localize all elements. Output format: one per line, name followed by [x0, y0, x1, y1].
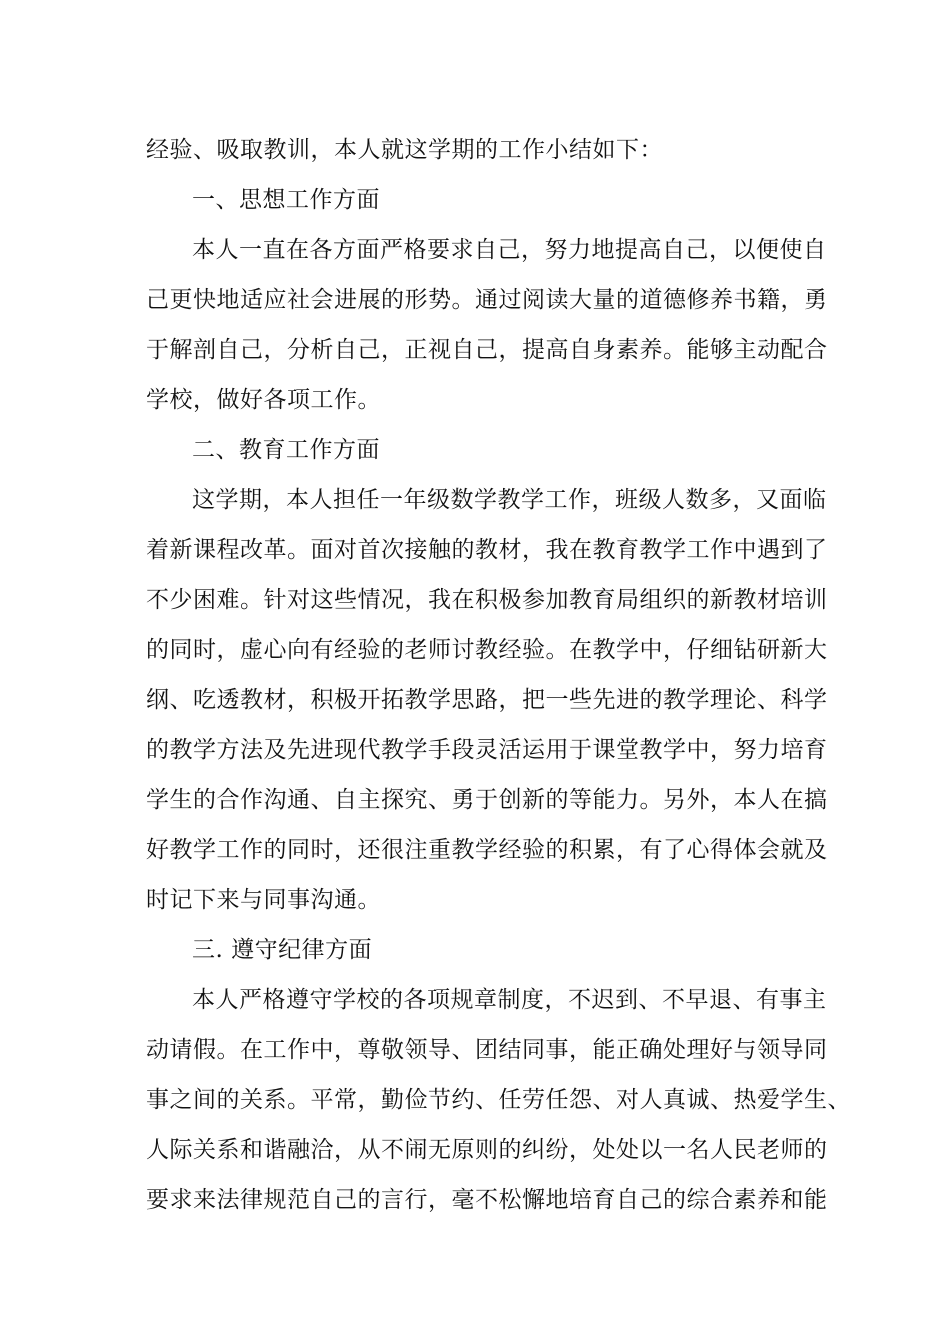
- text-line: 己更快地适应社会进展的形势。通过阅读大量的道德修养书籍，勇: [146, 287, 828, 313]
- text-line: 不少困难。针对这些情况，我在积极参加教育局组织的新教材培训: [146, 587, 828, 613]
- text-line: 纲、吃透教材，积极开拓教学思路，把一些先进的教学理论、科学: [146, 687, 828, 713]
- text-line: 的教学方法及先进现代教学手段灵活运用于课堂教学中，努力培育: [146, 737, 828, 763]
- text-line: 本人严格遵守学校的各项规章制度，不迟到、不早退、有事主: [192, 987, 827, 1013]
- text-line: 人际关系和谐融洽，从不闹无原则的纠纷，处处以一名人民老师的: [146, 1137, 828, 1163]
- section-heading-thought: 一、思想工作方面: [192, 187, 380, 213]
- text-line: 时记下来与同事沟通。: [146, 887, 381, 913]
- section-heading-discipline: 三. 遵守纪律方面: [192, 937, 373, 963]
- text-line: 动请假。在工作中，尊敬领导、团结同事，能正确处理好与领导同: [146, 1037, 828, 1063]
- text-line: 要求来法律规范自己的言行，毫不松懈地培育自己的综合素养和能: [146, 1187, 828, 1213]
- text-line: 这学期，本人担任一年级数学教学工作，班级人数多，又面临: [192, 487, 827, 513]
- text-line: 事之间的关系。平常，勤俭节约、任劳任怨、对人真诚、热爱学生、: [146, 1087, 851, 1113]
- section-heading-education: 二、教育工作方面: [192, 437, 380, 463]
- text-line: 于解剖自己，分析自己，正视自己，提高自身素养。能够主动配合: [146, 337, 828, 363]
- text-line: 经验、吸取教训，本人就这学期的工作小结如下：: [146, 137, 663, 163]
- text-line: 好教学工作的同时，还很注重教学经验的积累，有了心得体会就及: [146, 837, 828, 863]
- text-line: 着新课程改革。面对首次接触的教材，我在教育教学工作中遇到了: [146, 537, 828, 563]
- text-line: 学校，做好各项工作。: [146, 387, 381, 413]
- text-line: 学生的合作沟通、自主探究、勇于创新的等能力。另外，本人在搞: [146, 787, 828, 813]
- text-line: 的同时，虚心向有经验的老师讨教经验。在教学中，仔细钻研新大: [146, 637, 828, 663]
- text-line: 本人一直在各方面严格要求自己，努力地提高自己，以便使自: [192, 237, 827, 263]
